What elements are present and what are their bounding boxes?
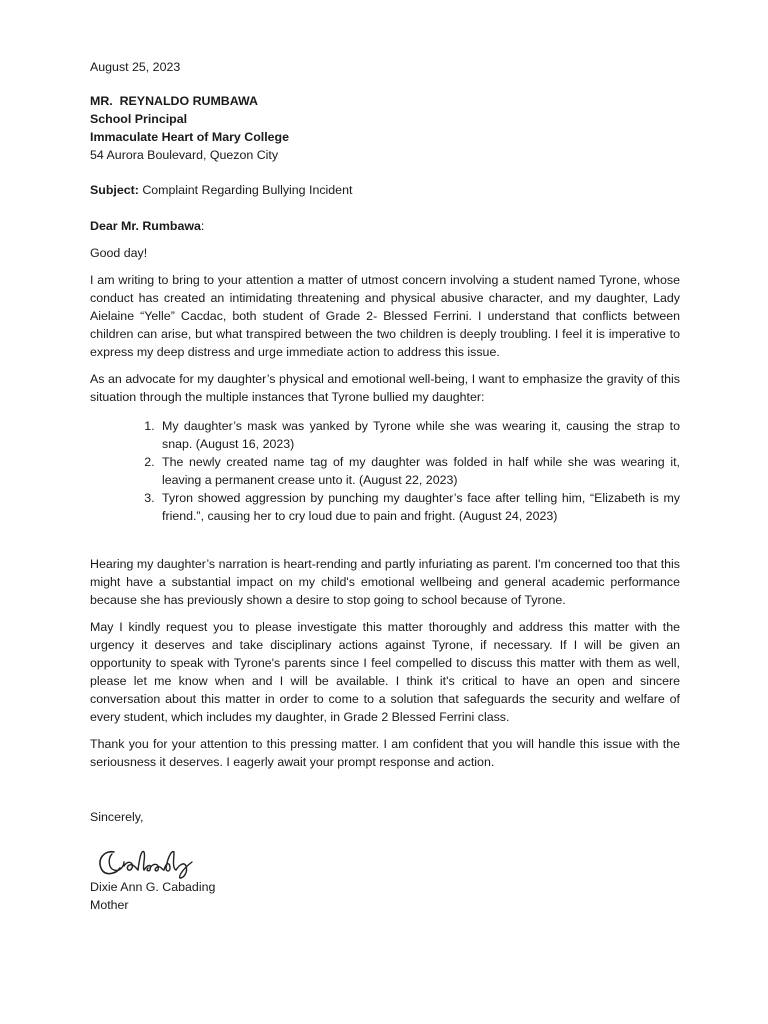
signer-role: Mother [90,898,129,912]
handwritten-signature [90,840,680,878]
list-item: 2. The newly created name tag of my daughter was folded in half while she was wearing it, leaving a permanent crease unto it. (August 22, 2023) [158,453,680,489]
paragraph-advocate: As an advocate for my daughter’s physical and emotional well-being, I want to emphasize the gravity of this situation through the multiple instances that Tyrone bullied my daughter: [90,372,680,404]
salutation-colon: : [200,219,205,233]
signer-block [90,878,680,914]
recipient-school: Immaculate Heart of Mary College [90,130,290,144]
recipient-address: 54 Aurora Boulevard, Quezon City [90,148,279,162]
subject-line [90,181,680,199]
closing: Sincerely, [90,810,144,824]
subject-text: Complaint Regarding Bullying Incident [138,183,353,197]
paragraph-intro: I am writing to bring to your attention a matter of utmost concern involving a student named Tyrone, whose conduct has created an intimidating threatening and physical abusive character, and my daughter, Lady Aielaine “Yelle” Cacdac, both student of Grade 2- Blessed Ferrini. I understand that conflicts between children can arise, but what transpired between the two children is deeply troubling. I feel it is imperative to express my deep distress and urge immediate action to address this issue. [90,273,680,359]
letter-page [90,58,680,914]
paragraph-request: May I kindly request you to please investigate this matter thoroughly and address this matter with the urgency it deserves and take disciplinary actions against Tyrone, if necessary. If I will be given an opportunity to speak with Tyrone's parents since I feel compelled to discuss this matter with them as well, please let me know when and I will be available. I think it's critical to have an open and sincere conversation about this matter in order to come to a solution that safeguards the security and welfare of every student, which includes my daughter, in Grade 2 Blessed Ferrini class. [90,620,680,724]
list-item: 3. Tyron showed aggression by punching my daughter’s face after telling him, “Elizabeth is my friend.”, causing her to cry loud due to pain and fright. (August 24, 2023) [158,489,680,525]
salutation-name: Dear Mr. Rumbawa [90,219,201,233]
signature-icon [94,840,204,880]
list-item: 1. My daughter’s mask was yanked by Tyrone while she was wearing it, causing the strap to snap. (August 16, 2023) [158,417,680,453]
paragraph-concern: Hearing my daughter’s narration is heart-rending and partly infuriating as parent. I'm concerned too that this might have a substantial impact on my child's emotional wellbeing and general academic performance because she has previously shown a desire to stop going to school because of Tyrone. [90,557,680,607]
salutation [90,217,680,235]
letter-date: August 25, 2023 [90,60,181,74]
signer-name: Dixie Ann G. Cabading [90,880,216,894]
recipient-block [90,92,680,164]
subject-label: Subject: [90,183,139,197]
recipient-name: MR. REYNALDO RUMBAWA [90,94,258,108]
greeting: Good day! [90,246,148,260]
incident-list [90,417,680,525]
paragraph-thanks: Thank you for your attention to this pressing matter. I am confident that you will handle this issue with the seriousness it deserves. I eagerly await your prompt response and action. [90,737,680,769]
recipient-title: School Principal [90,112,188,126]
